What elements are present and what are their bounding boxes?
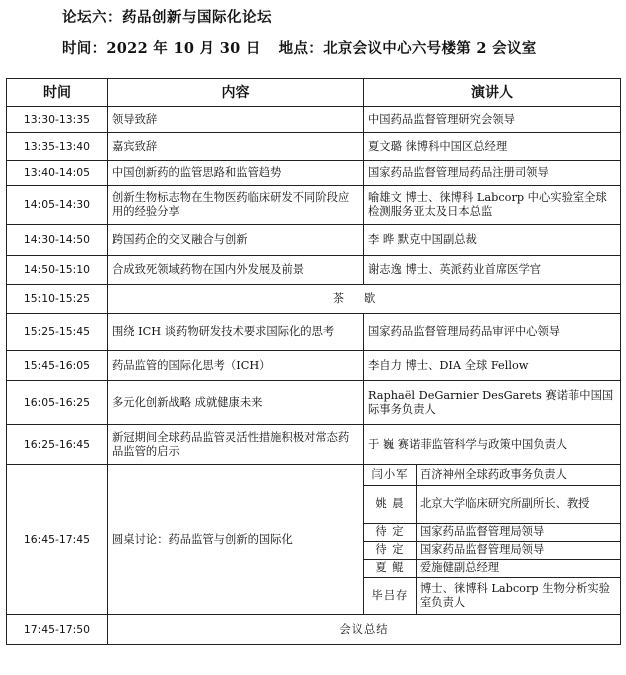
table-row [7, 107, 621, 133]
panel-member-title: 爱施健副总经理 [417, 559, 621, 577]
row-time: 14:30-14:50 [7, 225, 108, 256]
panel-speakers [364, 465, 621, 615]
tea-break-label: 茶歇 [108, 285, 621, 314]
row-speaker: 喻雄文 博士、徕博科 Labcorp 中心实验室全球检测服务亚太及日本总监 [364, 186, 621, 225]
row-topic: 新冠期间全球药品监管灵活性措施积极对常态药品监管的启示 [108, 425, 364, 465]
panel-member-name: 夏 鲲 [364, 559, 417, 577]
row-time: 16:05-16:25 [7, 381, 108, 425]
panel-member-name: 待 定 [364, 523, 417, 541]
row-time: 17:45-17:50 [7, 615, 108, 645]
panel-member [364, 577, 620, 614]
panel-member [364, 559, 620, 577]
row-topic: 围绕 ICH 谈药物研发技术要求国际化的思考 [108, 314, 364, 351]
table-row [7, 314, 621, 351]
row-time: 15:45-16:05 [7, 351, 108, 381]
panel-member-title: 国家药品监督管理局领导 [417, 541, 621, 559]
table-row [7, 186, 621, 225]
tea-break-row [7, 285, 621, 314]
row-topic: 创新生物标志物在生物医药临床研发不同阶段应用的经验分享 [108, 186, 364, 225]
panel-member [364, 465, 620, 485]
row-topic: 领导致辞 [108, 107, 364, 133]
row-speaker: Raphaël DeGarnier DesGarets 赛诺菲中国国际事务负责人 [364, 381, 621, 425]
column-header-content: 内容 [108, 79, 364, 107]
table-row [7, 133, 621, 161]
row-speaker: 李 晔 默克中国副总裁 [364, 225, 621, 256]
forum-title: 论坛六：药品创新与国际化论坛 [62, 9, 272, 26]
closing-row [7, 615, 621, 645]
row-speaker: 夏文璐 徕博科中国区总经理 [364, 133, 621, 161]
panel-speaker-table [364, 465, 620, 614]
place-label: 地点： [278, 40, 324, 57]
row-speaker: 国家药品监督管理局药品注册司领导 [364, 161, 621, 186]
table-row [7, 381, 621, 425]
row-time: 13:40-14:05 [7, 161, 108, 186]
row-time: 16:45-17:45 [7, 465, 108, 615]
row-topic: 中国创新药的监管思路和监管趋势 [108, 161, 364, 186]
column-header-time: 时间 [7, 79, 108, 107]
panel-member-name: 毕吕存 [364, 577, 417, 614]
table-row [7, 161, 621, 186]
forum-time-place [62, 37, 537, 58]
row-speaker: 谢志逸 博士、英派药业首席医学官 [364, 256, 621, 285]
row-topic: 圆桌讨论：药品监管与创新的国际化 [108, 465, 364, 615]
row-speaker: 于 巍 赛诺菲监管科学与政策中国负责人 [364, 425, 621, 465]
column-header-speaker: 演讲人 [364, 79, 621, 107]
panel-member-name: 闫小军 [364, 465, 417, 485]
row-time: 16:25-16:45 [7, 425, 108, 465]
row-time: 14:50-15:10 [7, 256, 108, 285]
panel-member-title: 博士、徕博科 Labcorp 生物分析实验室负责人 [420, 581, 610, 609]
table-row [7, 351, 621, 381]
table-row [7, 225, 621, 256]
row-time: 14:05-14:30 [7, 186, 108, 225]
panel-member-title: 北京大学临床研究所副所长、教授 [417, 485, 621, 523]
table-row [7, 256, 621, 285]
row-topic: 多元化创新战略 成就健康未来 [108, 381, 364, 425]
table-header-row [7, 79, 621, 107]
row-speaker: 李自力 博士、DIA 全球 Fellow [364, 351, 621, 381]
schedule-table [6, 78, 621, 645]
row-topic: 跨国药企的交叉融合与创新 [108, 225, 364, 256]
row-speaker: 中国药品监督管理研究会领导 [364, 107, 621, 133]
panel-member-name: 待 定 [364, 541, 417, 559]
panel-row [7, 465, 621, 615]
panel-member [364, 523, 620, 541]
panel-member-name: 姚 晨 [364, 485, 417, 523]
row-time: 15:25-15:45 [7, 314, 108, 351]
row-topic: 合成致死领域药物在国内外发展及前景 [108, 256, 364, 285]
panel-member [364, 541, 620, 559]
time-label: 时间： [62, 40, 107, 57]
closing-topic: 会议总结 [108, 615, 621, 645]
forum-place: 北京会议中心六号楼第 2 会议室 [323, 40, 537, 57]
panel-member-title: 百济神州全球药政事务负责人 [417, 465, 621, 485]
row-time: 15:10-15:25 [7, 285, 108, 314]
forum-date: 2022 年 10 月 30 日 [106, 40, 261, 57]
row-speaker: 国家药品监督管理局药品审评中心领导 [364, 314, 621, 351]
panel-member-title: 国家药品监督管理局领导 [417, 523, 621, 541]
table-row [7, 425, 621, 465]
panel-member [364, 485, 620, 523]
row-time: 13:30-13:35 [7, 107, 108, 133]
row-topic: 嘉宾致辞 [108, 133, 364, 161]
row-topic: 药品监管的国际化思考（ICH） [108, 351, 364, 381]
row-time: 13:35-13:40 [7, 133, 108, 161]
